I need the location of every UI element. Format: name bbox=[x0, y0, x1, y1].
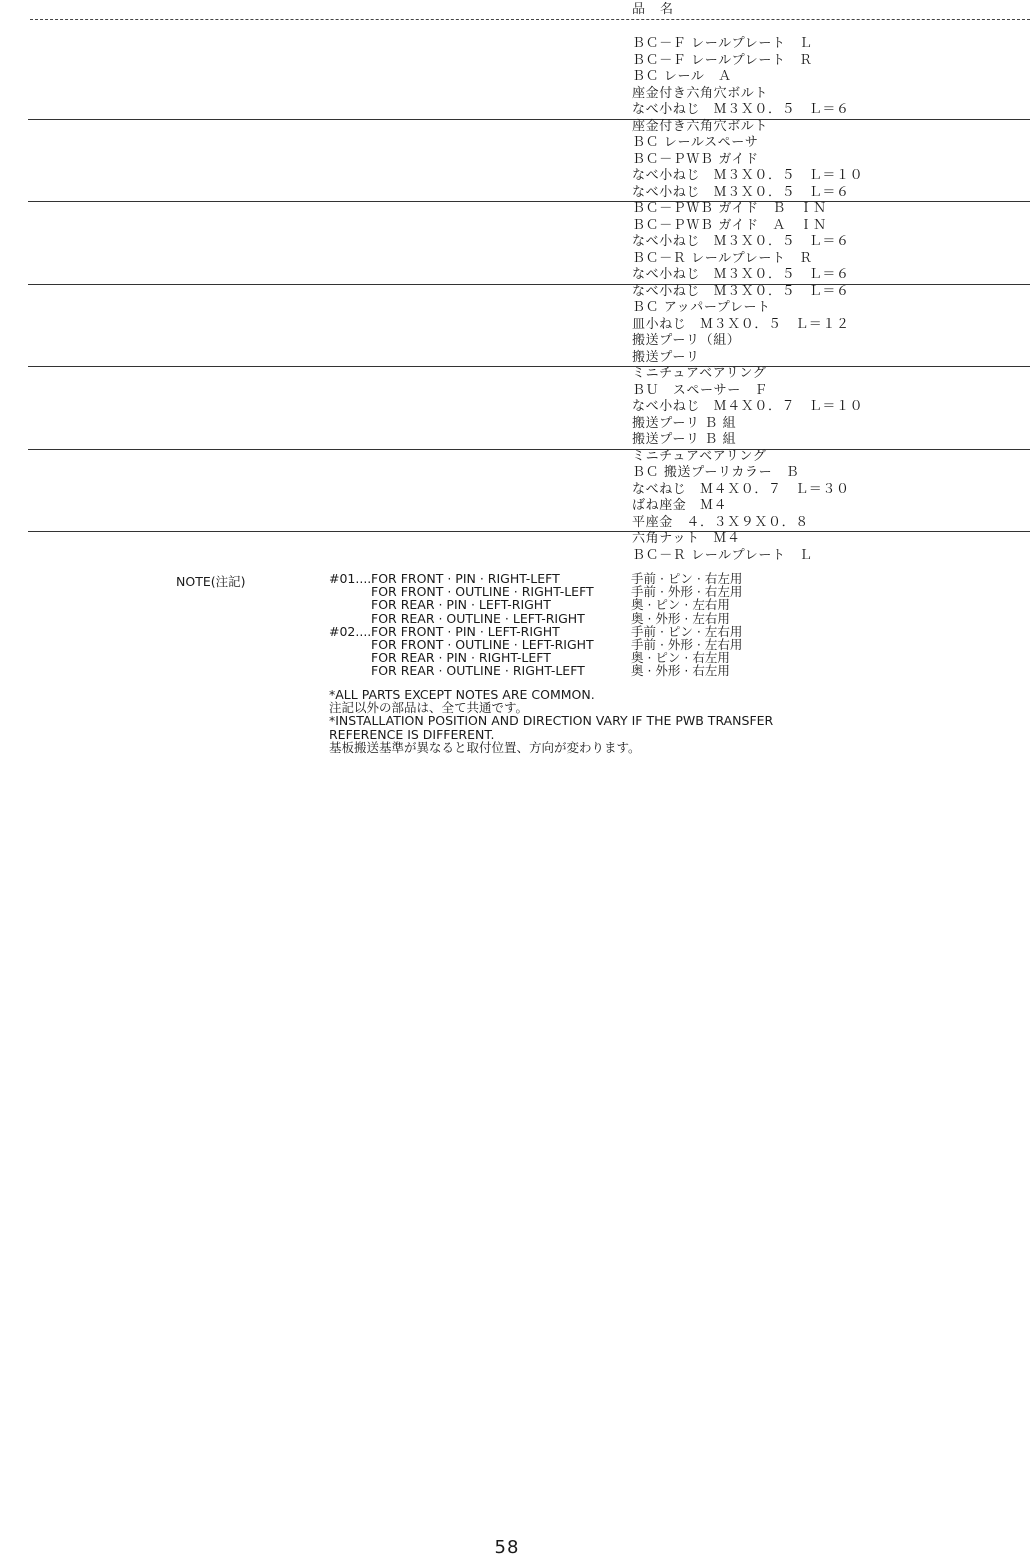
note-japanese: 手前 · ピン · 左右用 bbox=[631, 623, 743, 639]
note-english: FOR FRONT · PIN · RIGHT-LEFT bbox=[371, 571, 560, 586]
header-dashed-rule bbox=[30, 19, 1030, 20]
part-name: ＢＣ－ＰＷＢ ガイド Ａ ＩＮ bbox=[632, 217, 827, 233]
part-name: なべ小ねじ Ｍ３Ｘ０．５ Ｌ＝１０ bbox=[632, 168, 864, 183]
note-label: NOTE(注記) bbox=[176, 574, 246, 589]
column-header: 品 名 bbox=[632, 2, 675, 17]
part-name: ＢＵ スペーサー Ｆ bbox=[632, 382, 769, 398]
note-english: FOR FRONT · OUTLINE · RIGHT-LEFT bbox=[371, 584, 594, 600]
note-english: FOR REAR · OUTLINE · LEFT-RIGHT bbox=[371, 610, 585, 626]
note-english: FOR FRONT · OUTLINE · LEFT-RIGHT bbox=[371, 636, 594, 652]
part-name: 搬送プーリ bbox=[632, 349, 700, 365]
part-name: なべ小ねじ Ｍ３Ｘ０．５ Ｌ＝６ bbox=[632, 234, 850, 249]
part-name: ＢＣ－Ｒ レールプレート Ｒ bbox=[632, 250, 813, 266]
part-name: なべ小ねじ Ｍ３Ｘ０．５ Ｌ＝６ bbox=[632, 184, 850, 200]
common-note-line: *ALL PARTS EXCEPT NOTES ARE COMMON. bbox=[329, 687, 595, 702]
note-japanese: 奥 · 外形 · 右左用 bbox=[631, 663, 730, 679]
part-name: ＢＣ 搬送プーリカラー Ｂ bbox=[632, 465, 800, 480]
part-name: なべ小ねじ Ｍ３Ｘ０．５ Ｌ＝６ bbox=[632, 267, 850, 282]
part-name: なべねじ Ｍ４Ｘ０．７ Ｌ＝３０ bbox=[632, 481, 850, 497]
part-name: ばね座金 Ｍ４ bbox=[632, 498, 728, 513]
note-english: FOR REAR · OUTLINE · RIGHT-LEFT bbox=[371, 663, 585, 679]
common-note-line: REFERENCE IS DIFFERENT. bbox=[329, 726, 495, 742]
part-name: なべ小ねじ Ｍ４Ｘ０．７ Ｌ＝１０ bbox=[632, 399, 864, 414]
note-japanese: 手前 · ピン · 右左用 bbox=[631, 571, 743, 586]
part-name: ＢＣ－Ｒ レールプレート Ｌ bbox=[632, 547, 813, 563]
part-name: ミニチュアベアリング bbox=[632, 366, 767, 381]
note-english: FOR FRONT · PIN · LEFT-RIGHT bbox=[371, 623, 560, 639]
common-note-line: 注記以外の部品は、全て共通です。 bbox=[329, 700, 529, 716]
part-name: 搬送プーリ（組） bbox=[632, 333, 741, 348]
note-japanese: 奥 · ピン · 左右用 bbox=[631, 597, 730, 613]
note-english: FOR REAR · PIN · LEFT-RIGHT bbox=[371, 597, 551, 613]
parts-list bbox=[632, 36, 1012, 564]
note-prefix: #01.... bbox=[329, 571, 372, 586]
part-name: ＢＣ アッパープレート bbox=[632, 300, 771, 315]
part-name: 搬送プーリ Ｂ 組 bbox=[632, 415, 737, 431]
part-name: 座金付き六角穴ボルト bbox=[632, 118, 769, 134]
note-japanese: 手前 · 外形 · 左右用 bbox=[631, 636, 743, 652]
note-japanese: 奥 · ピン · 右左用 bbox=[631, 650, 730, 666]
part-name: 皿小ねじ Ｍ３Ｘ０．５ Ｌ＝１２ bbox=[632, 316, 850, 332]
part-name: 座金付き六角穴ボルト bbox=[632, 85, 769, 101]
part-name: ＢＣ レール Ａ bbox=[632, 69, 732, 84]
note-english: FOR REAR · PIN · RIGHT-LEFT bbox=[371, 650, 551, 666]
part-name: 六角ナット Ｍ４ bbox=[632, 531, 741, 546]
part-name: 平座金 ４．３Ｘ９Ｘ０．８ bbox=[632, 514, 809, 530]
part-name: ＢＣ レールスペーサ bbox=[632, 135, 759, 150]
part-name: 搬送プーリ Ｂ 組 bbox=[632, 432, 737, 447]
part-name: なべ小ねじ Ｍ３Ｘ０．５ Ｌ＝６ bbox=[632, 283, 850, 299]
note-prefix: #02.... bbox=[329, 623, 372, 639]
part-name: ＢＣ－Ｆ レールプレート Ｒ bbox=[632, 52, 813, 68]
page-number: 58 bbox=[494, 1537, 520, 1558]
part-name: なべ小ねじ Ｍ３Ｘ０．５ Ｌ＝６ bbox=[632, 102, 850, 117]
common-note-line: *INSTALLATION POSITION AND DIRECTION VARY IF THE PWB TRANSFER bbox=[329, 713, 774, 729]
part-name: ミニチュアベアリング bbox=[632, 448, 767, 464]
note-japanese: 奥 · 外形 · 左右用 bbox=[631, 610, 730, 626]
note-japanese: 手前 · 外形 · 右左用 bbox=[631, 584, 743, 600]
common-notes bbox=[329, 688, 773, 754]
part-name: ＢＣ－ＰＷＢ ガイド Ｂ ＩＮ bbox=[632, 201, 827, 216]
common-note-line: 基板搬送基準が異なると取付位置、方向が変わります。 bbox=[329, 739, 641, 755]
part-name: ＢＣ－Ｆ レールプレート Ｌ bbox=[632, 36, 813, 51]
part-name: ＢＣ－ＰＷＢ ガイド bbox=[632, 151, 759, 167]
